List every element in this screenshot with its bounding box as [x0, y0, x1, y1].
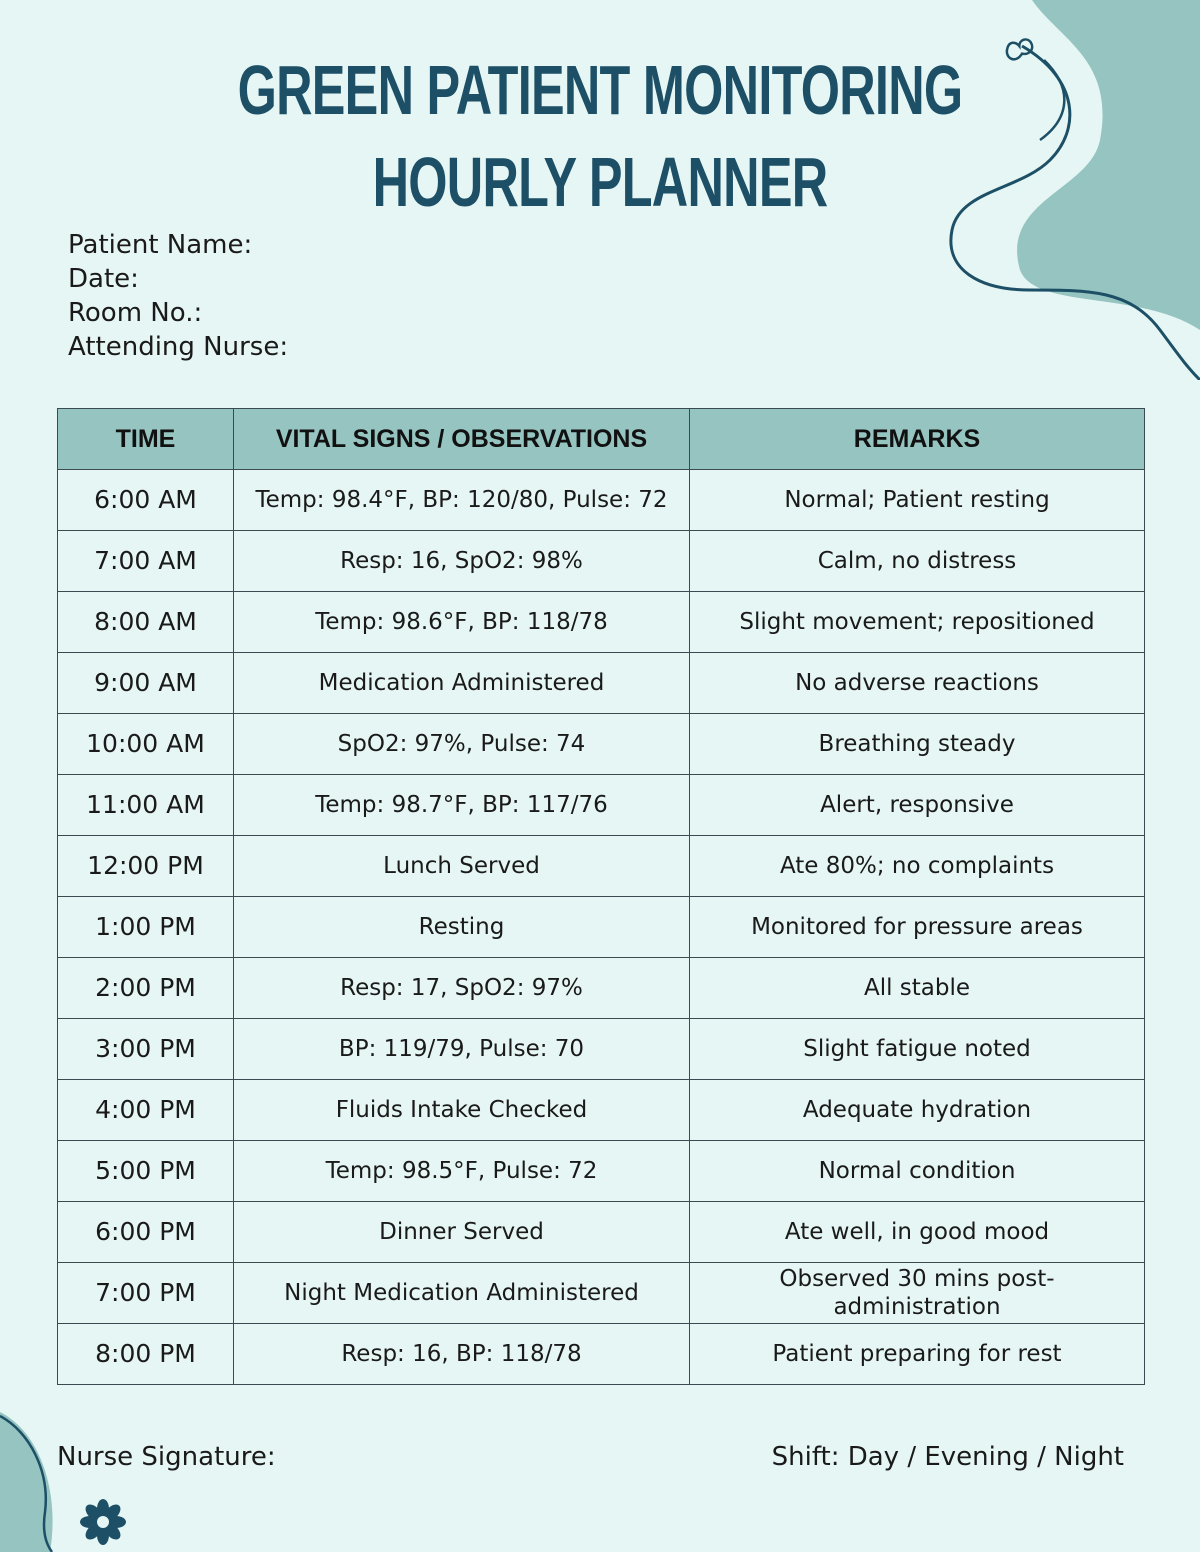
- vitals-cell: Temp: 98.6°F, BP: 118/78: [234, 592, 690, 653]
- vitals-cell: Temp: 98.4°F, BP: 120/80, Pulse: 72: [234, 470, 690, 531]
- title-line-1: GREEN PATIENT MONITORING: [237, 51, 963, 129]
- vitals-cell: Resp: 16, SpO2: 98%: [234, 531, 690, 592]
- vitals-cell: Fluids Intake Checked: [234, 1080, 690, 1141]
- remarks-cell: Ate 80%; no complaints: [690, 836, 1145, 897]
- remarks-cell: Slight movement; repositioned: [690, 592, 1145, 653]
- title-line-2: HOURLY PLANNER: [372, 143, 828, 221]
- table-row: [58, 1141, 1145, 1202]
- vitals-cell: Temp: 98.7°F, BP: 117/76: [234, 775, 690, 836]
- remarks-cell: Calm, no distress: [690, 531, 1145, 592]
- shift-label: Shift: Day / Evening / Night: [771, 1442, 1124, 1472]
- time-cell: 7:00 PM: [58, 1263, 234, 1324]
- remarks-cell: Slight fatigue noted: [690, 1019, 1145, 1080]
- date-label: Date:: [68, 264, 139, 294]
- vitals-cell: Temp: 98.5°F, Pulse: 72: [234, 1141, 690, 1202]
- time-cell: 6:00 PM: [58, 1202, 234, 1263]
- vitals-cell: Dinner Served: [234, 1202, 690, 1263]
- table-row: [58, 775, 1145, 836]
- vitals-cell: Lunch Served: [234, 836, 690, 897]
- vitals-cell: Resp: 17, SpO2: 97%: [234, 958, 690, 1019]
- remarks-cell: All stable: [690, 958, 1145, 1019]
- remarks-cell: Adequate hydration: [690, 1080, 1145, 1141]
- table-row: [58, 470, 1145, 531]
- table-row: [58, 592, 1145, 653]
- time-cell: 8:00 PM: [58, 1324, 234, 1385]
- nurse-signature-label: Nurse Signature:: [57, 1442, 276, 1472]
- remarks-cell: Normal condition: [690, 1141, 1145, 1202]
- time-cell: 3:00 PM: [58, 1019, 234, 1080]
- remarks-cell: Ate well, in good mood: [690, 1202, 1145, 1263]
- time-cell: 7:00 AM: [58, 531, 234, 592]
- vitals-cell: Resting: [234, 897, 690, 958]
- vitals-cell: Resp: 16, BP: 118/78: [234, 1324, 690, 1385]
- page-title: [168, 44, 1032, 228]
- remarks-cell: Patient preparing for rest: [690, 1324, 1145, 1385]
- patient-name-label: Patient Name:: [68, 230, 253, 260]
- remarks-cell: Breathing steady: [690, 714, 1145, 775]
- table-row: [58, 1202, 1145, 1263]
- remarks-cell: Monitored for pressure areas: [690, 897, 1145, 958]
- patient-info: [68, 228, 288, 364]
- vitals-cell: Medication Administered: [234, 653, 690, 714]
- table-header-row: [58, 409, 1145, 470]
- table-row: [58, 836, 1145, 897]
- room-label: Room No.:: [68, 298, 203, 328]
- remarks-cell: No adverse reactions: [690, 653, 1145, 714]
- time-cell: 9:00 AM: [58, 653, 234, 714]
- time-cell: 12:00 PM: [58, 836, 234, 897]
- header-time: TIME: [58, 409, 234, 470]
- time-cell: 11:00 AM: [58, 775, 234, 836]
- time-cell: 6:00 AM: [58, 470, 234, 531]
- table-row: [58, 714, 1145, 775]
- header-remarks: REMARKS: [690, 409, 1145, 470]
- remarks-cell: Observed 30 mins post-administration: [690, 1263, 1145, 1324]
- table-row: [58, 531, 1145, 592]
- time-cell: 5:00 PM: [58, 1141, 234, 1202]
- table-row: [58, 1019, 1145, 1080]
- table-row: [58, 958, 1145, 1019]
- time-cell: 4:00 PM: [58, 1080, 234, 1141]
- attending-nurse-label: Attending Nurse:: [68, 332, 289, 362]
- time-cell: 1:00 PM: [58, 897, 234, 958]
- vitals-cell: BP: 119/79, Pulse: 70: [234, 1019, 690, 1080]
- table-row: [58, 653, 1145, 714]
- time-cell: 2:00 PM: [58, 958, 234, 1019]
- time-cell: 10:00 AM: [58, 714, 234, 775]
- vitals-cell: Night Medication Administered: [234, 1263, 690, 1324]
- table-row: [58, 1263, 1145, 1324]
- table-row: [58, 1080, 1145, 1141]
- vitals-cell: SpO2: 97%, Pulse: 74: [234, 714, 690, 775]
- table-row: [58, 1324, 1145, 1385]
- remarks-cell: Normal; Patient resting: [690, 470, 1145, 531]
- monitoring-table: [57, 408, 1145, 1385]
- table-row: [58, 897, 1145, 958]
- time-cell: 8:00 AM: [58, 592, 234, 653]
- flower-icon: [0, 1412, 160, 1552]
- remarks-cell: Alert, responsive: [690, 775, 1145, 836]
- header-vitals: VITAL SIGNS / OBSERVATIONS: [234, 409, 690, 470]
